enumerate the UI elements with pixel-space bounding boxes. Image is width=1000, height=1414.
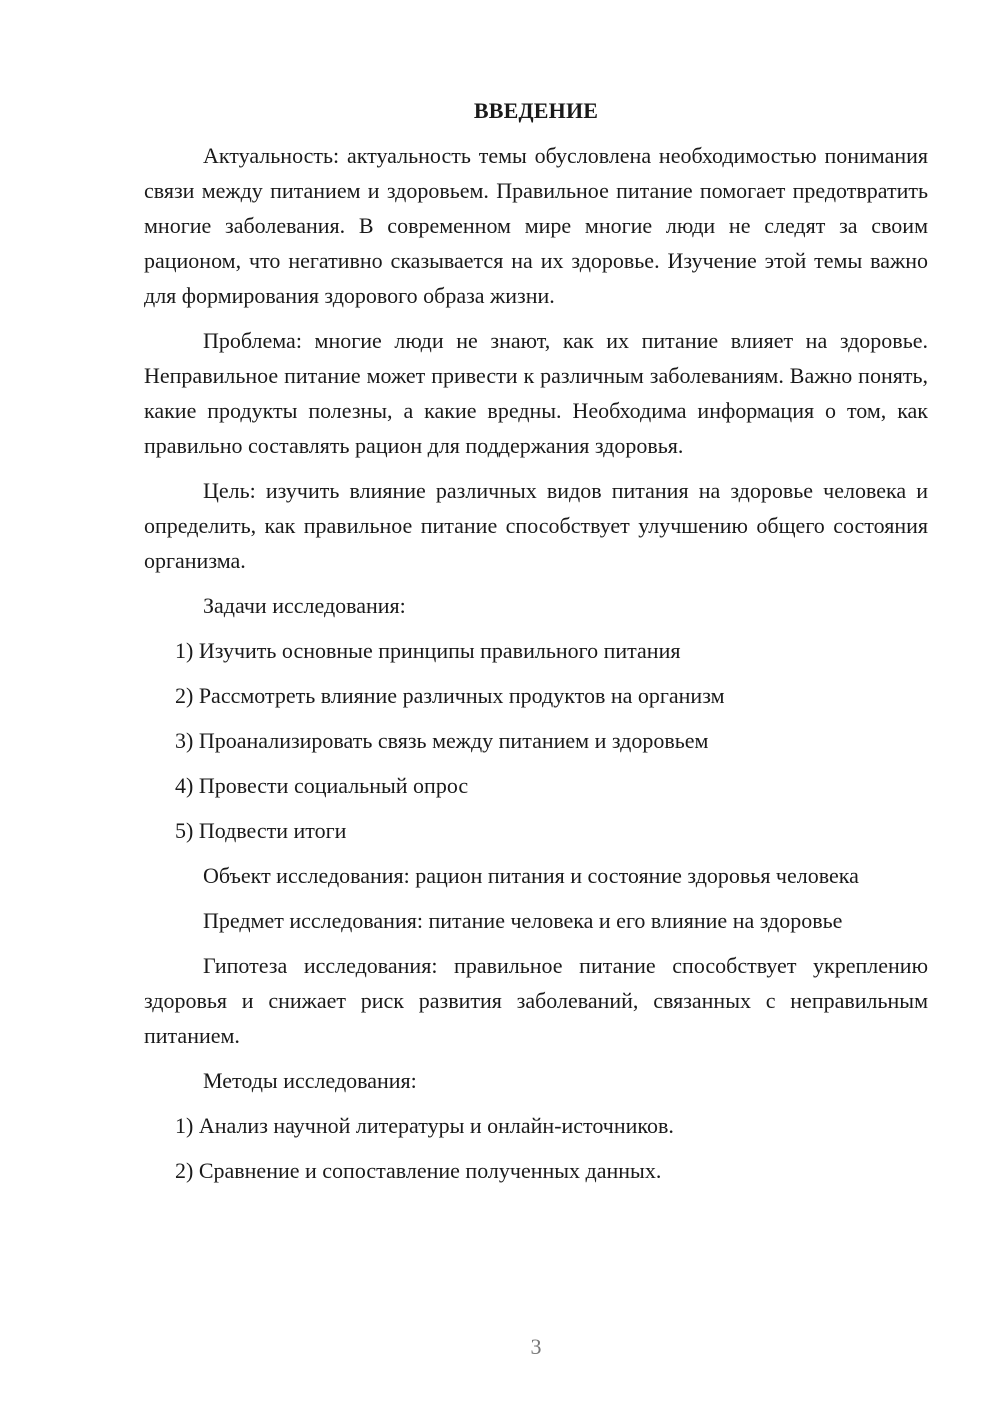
task-item: 1) Изучить основные принципы правильного питания <box>175 638 681 663</box>
task-item: 5) Подвести итоги <box>175 818 347 843</box>
task-item: 4) Провести социальный опрос <box>175 773 469 798</box>
page-number: 3 <box>530 1334 542 1359</box>
problem-paragraph: Проблема: многие люди не знают, как их питание влияет на здоровье. Неправильное питание может привести к различным заболеваниям. Важно понять, какие продукты полезны, а какие вредны. Необходима информация о том, как правильно составлять рацион для поддержания здоровья. <box>144 328 928 458</box>
task-item: 3) Проанализировать связь между питанием и здоровьем <box>175 728 709 753</box>
methods-heading: Методы исследования: <box>203 1068 417 1093</box>
method-item: 1) Анализ научной литературы и онлайн-источников. <box>175 1113 674 1138</box>
goal-paragraph: Цель: изучить влияние различных видов питания на здоровье человека и определить, как правильное питание способствует улучшению общего состояния организма. <box>144 478 928 573</box>
relevance-paragraph: Актуальность: актуальность темы обусловлена необходимостью понимания связи между питанием и здоровьем. Правильное питание помогает предотвратить многие заболевания. В современном мире многие люди не следят за своим рационом, что негативно сказывается на их здоровье. Изучение этой темы важно для формирования здорового образа жизни. <box>144 143 928 308</box>
task-item: 2) Рассмотреть влияние различных продуктов на организм <box>175 683 725 708</box>
section-title: ВВЕДЕНИЕ <box>473 98 599 123</box>
document-body <box>144 96 928 1198</box>
object-paragraph: Объект исследования: рацион питания и состояние здоровья человека <box>203 863 859 888</box>
tasks-list <box>144 633 928 848</box>
tasks-heading: Задачи исследования: <box>203 593 406 618</box>
methods-list <box>144 1108 928 1188</box>
method-item: 2) Сравнение и сопоставление полученных данных. <box>175 1158 662 1183</box>
subject-paragraph: Предмет исследования: питание человека и его влияние на здоровье <box>203 908 843 933</box>
hypothesis-paragraph: Гипотеза исследования: правильное питание способствует укреплению здоровья и снижает риск развития заболеваний, связанных с неправильным питанием. <box>144 953 928 1048</box>
